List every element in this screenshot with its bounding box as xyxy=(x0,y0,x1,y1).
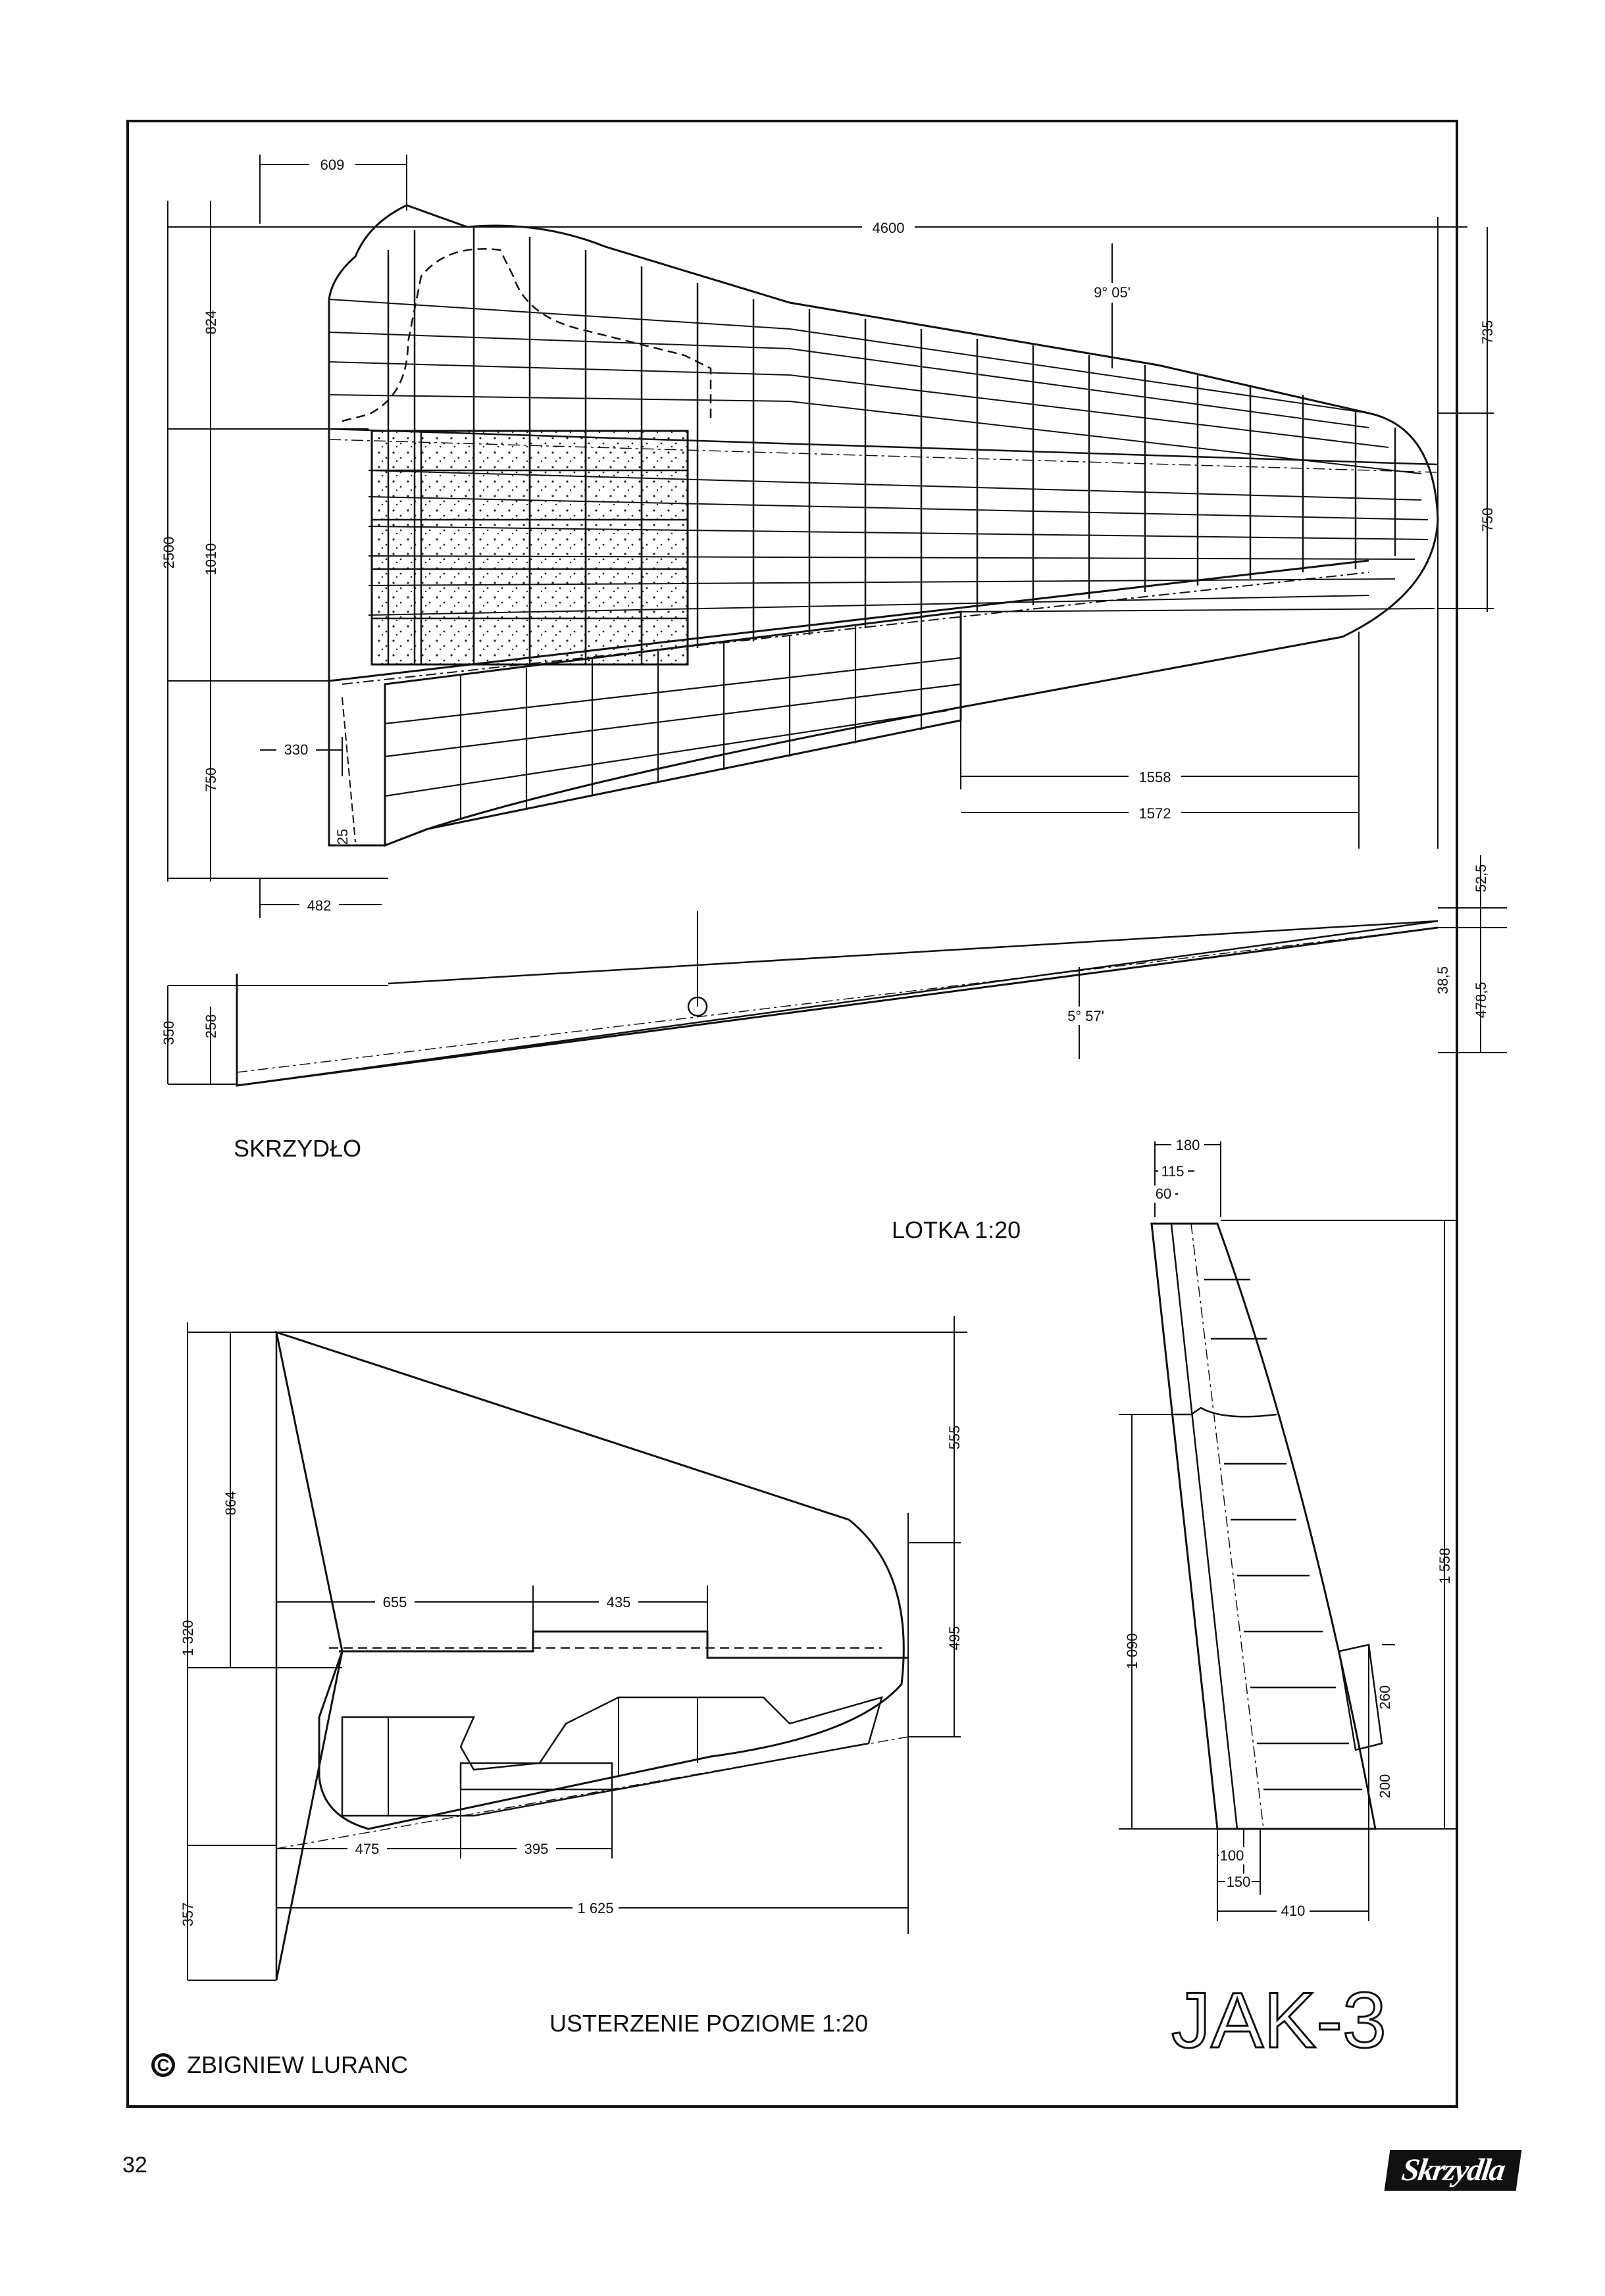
page-number: 32 xyxy=(122,2153,147,2178)
dim-495: 495 xyxy=(946,1626,963,1651)
dim-1010: 1010 xyxy=(203,543,219,576)
dim-395: 395 xyxy=(524,1841,549,1857)
dim-260: 260 xyxy=(1377,1685,1393,1710)
dim-482: 482 xyxy=(307,897,332,914)
dim-824: 824 xyxy=(203,310,219,335)
dim-1558: 1558 xyxy=(1138,769,1171,786)
dim-475: 475 xyxy=(355,1841,380,1857)
dim-478-5: 478,5 xyxy=(1473,982,1489,1018)
dim-864: 864 xyxy=(222,1491,239,1516)
dim-sweep-angle: 9° 05' xyxy=(1094,284,1131,301)
dim-38-5: 38,5 xyxy=(1435,966,1451,995)
author-credit xyxy=(151,2051,408,2079)
dim-750-tip: 750 xyxy=(1479,507,1496,532)
dim-200: 200 xyxy=(1377,1774,1393,1799)
dim-350: 350 xyxy=(161,1020,177,1045)
dim-1572: 1572 xyxy=(1138,805,1171,822)
dimension-labels xyxy=(161,155,1496,1926)
dim-609: 609 xyxy=(320,157,345,173)
publication-logo: Skrzydla xyxy=(1385,2150,1522,2191)
dim-1090: 1 090 xyxy=(1124,1633,1140,1670)
dim-1320: 1 320 xyxy=(180,1620,196,1657)
dim-25: 25 xyxy=(334,828,351,845)
aileron-view xyxy=(1119,1141,1458,1921)
dim-dihedral: 5° 57' xyxy=(1067,1008,1104,1024)
copyright-icon: C xyxy=(151,2053,175,2077)
wing-plan-view xyxy=(329,205,1438,845)
dim-1558-aileron: 1 558 xyxy=(1437,1547,1453,1584)
dim-4600: 4600 xyxy=(872,220,905,236)
tailplane-title: USTERZENIE POZIOME 1:20 xyxy=(549,2010,869,2037)
dim-258: 258 xyxy=(203,1014,219,1039)
dim-100: 100 xyxy=(1219,1847,1244,1864)
dim-655: 655 xyxy=(382,1594,407,1610)
model-name: JAK-3 xyxy=(1171,1976,1387,2064)
dim-2500: 2500 xyxy=(161,536,177,569)
dim-330: 330 xyxy=(284,741,309,758)
dim-52-5: 52,5 xyxy=(1473,864,1489,893)
dim-410: 410 xyxy=(1281,1903,1306,1919)
wing-dimension-lines xyxy=(168,155,1494,918)
dim-115: 115 xyxy=(1161,1163,1185,1180)
wing-title: SKRZYDŁO xyxy=(234,1135,362,1162)
aileron-title: LOTKA 1:20 xyxy=(892,1216,1021,1243)
wing-side-view xyxy=(168,855,1507,1086)
dim-180: 180 xyxy=(1175,1137,1200,1153)
dim-60: 60 xyxy=(1155,1185,1172,1202)
dim-750-root: 750 xyxy=(203,767,219,792)
dim-735: 735 xyxy=(1479,320,1496,345)
dim-435: 435 xyxy=(606,1594,631,1610)
dim-357: 357 xyxy=(180,1902,196,1927)
dim-555: 555 xyxy=(946,1425,963,1450)
dim-1625: 1 625 xyxy=(577,1900,614,1916)
tailplane-view xyxy=(188,1316,967,1980)
author-name: ZBIGNIEW LURANC xyxy=(187,2051,409,2078)
dim-150: 150 xyxy=(1226,1874,1251,1890)
